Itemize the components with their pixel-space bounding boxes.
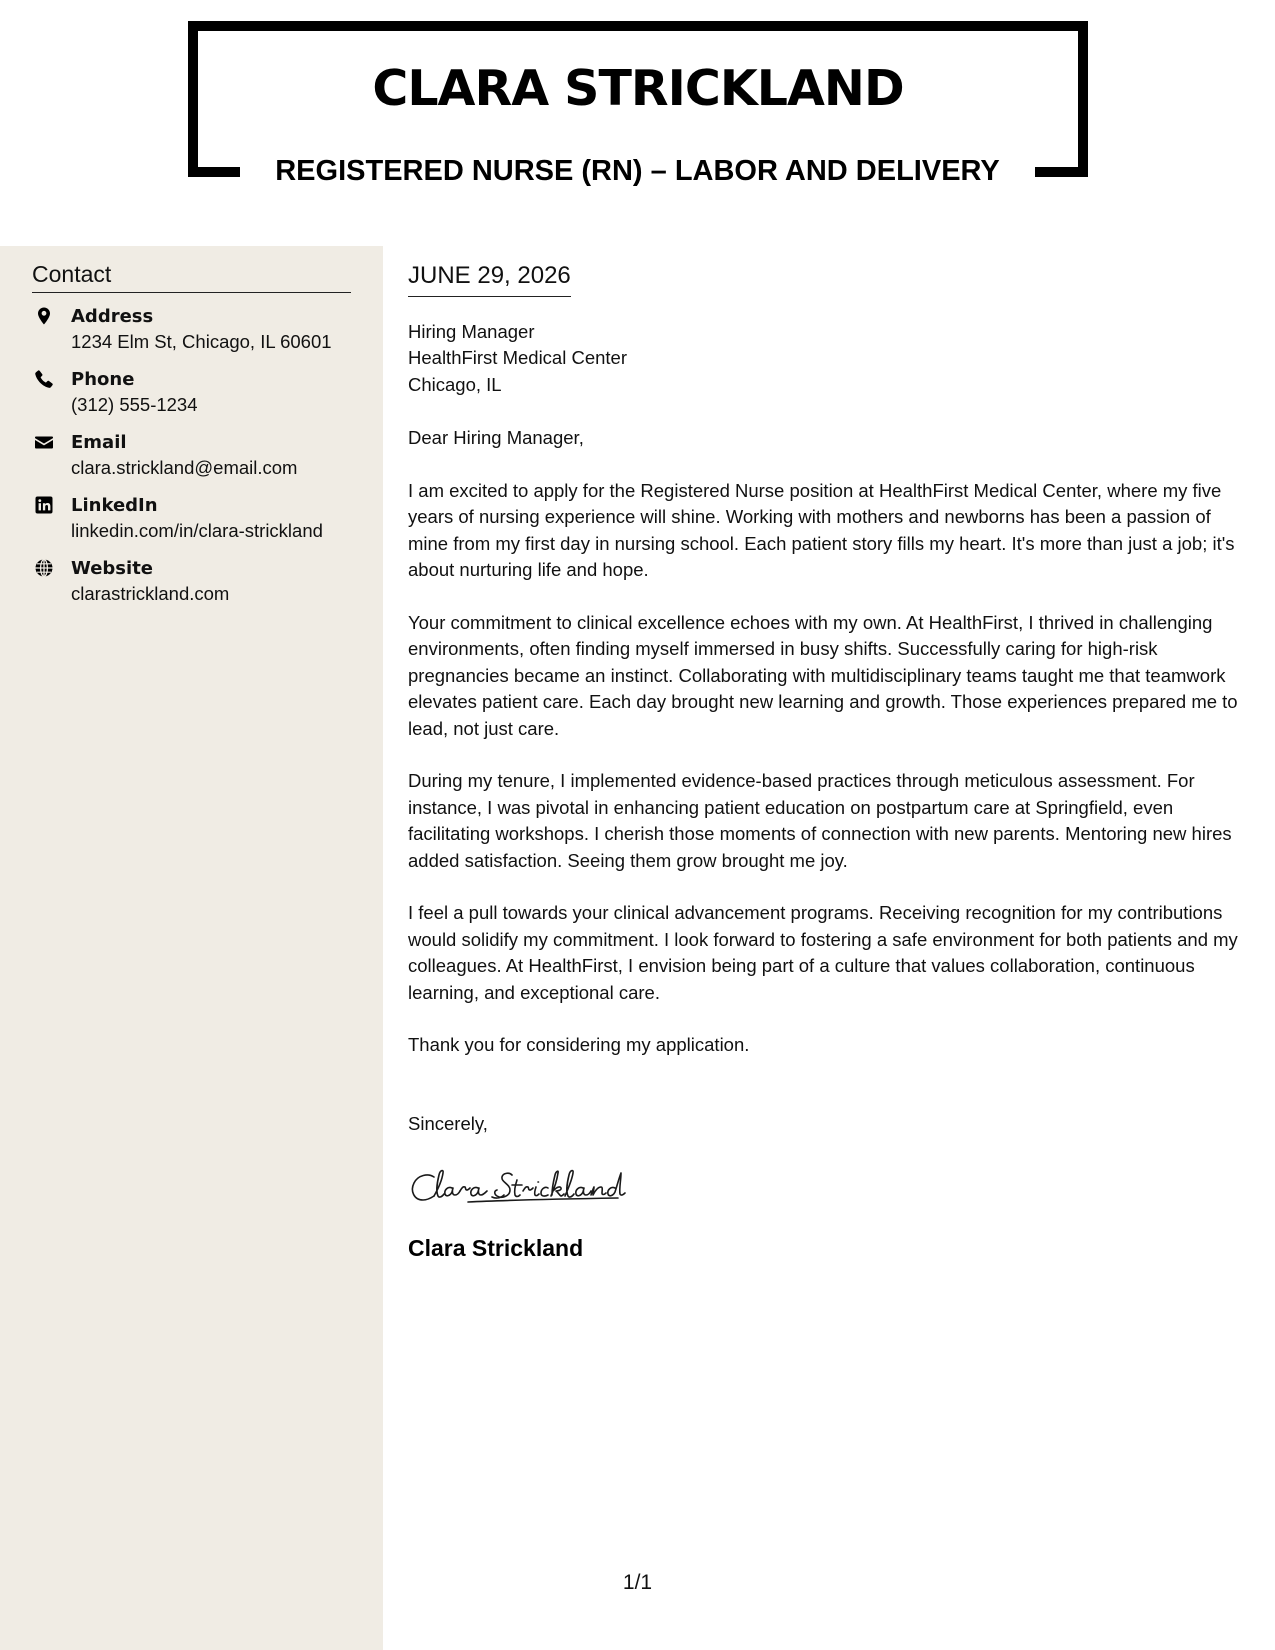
contact-sidebar	[0, 246, 383, 1650]
job-title: REGISTERED NURSE (RN) – LABOR AND DELIVERY	[240, 154, 1035, 189]
email-value: clara.strickland@email.com	[71, 457, 298, 478]
body-paragraph: Thank you for considering my application.	[408, 1034, 750, 1056]
letter-date: JUNE 29, 2026	[408, 262, 571, 297]
signer-name: Clara Strickland	[408, 1235, 584, 1262]
body-paragraph: I am excited to apply for the Registered Nurse position at HealthFirst Medical Center, where my five years of nursing experience will shine. Working with mothers and newborns has been a passion of mine from my first day in nursing school. Each patient story fills my heart. It's more than just a job; it's about nurturing life and hope.	[408, 479, 1235, 581]
linkedin-value: linkedin.com/in/clara-strickland	[71, 520, 323, 541]
closing: Sincerely,	[408, 1112, 488, 1134]
page-number: 1/1	[622, 1571, 653, 1594]
envelope-icon	[34, 432, 54, 452]
letter-body	[408, 262, 1248, 1263]
contact-list	[32, 306, 362, 621]
contact-item-address	[32, 306, 362, 369]
body-paragraph: Your commitment to clinical excellence echoes with my own. At HealthFirst, I thrived in challenging environments, often finding myself immersed in busy shifts. Successfully caring for high-risk pregnancies became an instinct. Collaborating with multidisciplinary teams taught me that teamwork elevates patient care. Each day brought new learning and growth. Those experiences prepared me to lead, not just care.	[408, 611, 1238, 739]
contact-label: Phone	[71, 369, 135, 390]
map-pin-icon	[34, 306, 54, 326]
salutation: Dear Hiring Manager,	[408, 427, 584, 449]
address-value: 1234 Elm St, Chicago, IL 60601	[71, 331, 332, 352]
recipient-line: Chicago, IL	[408, 373, 502, 395]
handwritten-signature	[408, 1163, 670, 1213]
body-paragraph: I feel a pull towards your clinical advancement programs. Receiving recognition for my contributions would solidify my commitment. I look forward to fostering a safe environment for both patients and my colleagues. At HealthFirst, I envision being part of a culture that values collaboration, continuous learning, and exceptional care.	[408, 902, 1238, 1003]
contact-item-website	[32, 558, 362, 621]
recipient-line: Hiring Manager	[408, 320, 535, 342]
contact-label: Website	[71, 558, 154, 579]
contact-heading: Contact	[32, 261, 351, 293]
contact-item-phone	[32, 369, 362, 432]
phone-icon	[34, 369, 54, 389]
linkedin-icon	[34, 495, 54, 515]
header-frame-foot-right	[1030, 167, 1088, 177]
globe-icon	[34, 558, 54, 578]
contact-label: Address	[71, 306, 154, 327]
header-frame-foot-left	[188, 167, 246, 177]
contact-item-email	[32, 432, 362, 495]
recipient-block	[408, 319, 1248, 399]
body-paragraph: During my tenure, I implemented evidence-based practices through meticulous assessment. For instance, I was pivotal in enhancing patient education on postpartum care at Springfield, even facilitating workshops. I cherish those moments of connection with new parents. Mentoring new hires added satisfaction. Seeing them grow brought me joy.	[408, 770, 1232, 871]
contact-label: LinkedIn	[71, 495, 158, 516]
contact-label: Email	[71, 432, 127, 453]
website-value: clarastrickland.com	[71, 583, 230, 604]
phone-value: (312) 555-1234	[71, 394, 198, 415]
applicant-name: CLARA STRICKLAND	[372, 60, 904, 117]
letter-header	[0, 0, 1275, 246]
contact-item-linkedin	[32, 495, 362, 558]
recipient-line: HealthFirst Medical Center	[408, 347, 627, 369]
